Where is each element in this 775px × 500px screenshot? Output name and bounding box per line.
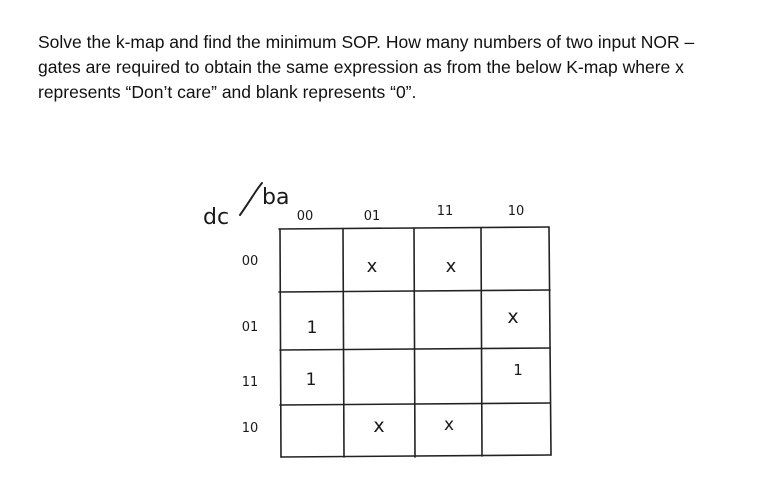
- kmap-cell-01-10: x: [507, 306, 519, 328]
- kmap-grid: [279, 227, 551, 457]
- kmap-cell-10-01: x: [373, 415, 385, 437]
- kmap-corner-diagonal: [240, 183, 262, 215]
- kmap-cell-11-10: 1: [513, 361, 523, 379]
- kmap-row-header-00: 00: [241, 254, 259, 269]
- kmap-cell-11-00: 1: [305, 370, 317, 390]
- kmap-cell-10-11: x: [443, 415, 455, 435]
- kmap-col-header-01: 01: [363, 209, 381, 224]
- kmap-row-header-01: 01: [241, 320, 259, 335]
- kmap-row-header-10: 10: [241, 421, 259, 436]
- kmap-cell-01-00: 1: [306, 318, 318, 338]
- kmap-row-variables: dc: [203, 205, 230, 230]
- kmap-cell-00-01: x: [366, 256, 378, 277]
- kmap-column-variables: ba: [262, 185, 290, 210]
- kmap-col-header-11: 11: [436, 204, 454, 219]
- question-line-3: represents “Don’t care” and blank represents “0”.: [38, 82, 417, 102]
- question-line-1: Solve the k-map and find the minimum SOP. How many numbers of two input NOR –: [38, 32, 695, 52]
- kmap-col-header-10: 10: [507, 204, 525, 219]
- question-line-2: gates are required to obtain the same expression as from the below K-map where x: [38, 57, 684, 77]
- kmap-col-header-00: 00: [296, 209, 314, 224]
- kmap-row-header-11: 11: [241, 375, 259, 390]
- kmap-cell-00-11: x: [445, 256, 457, 277]
